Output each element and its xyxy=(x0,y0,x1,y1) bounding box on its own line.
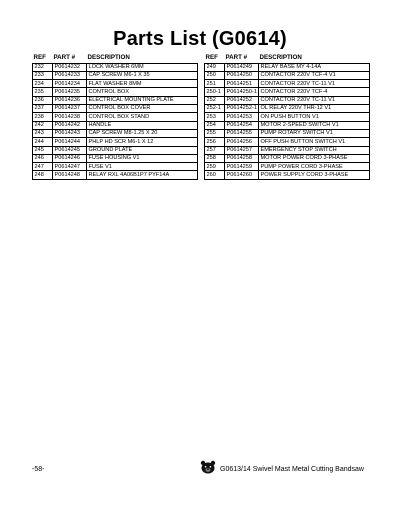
cell-part: P0614255 xyxy=(225,129,259,137)
cell-description: OFF PUSH BUTTON SWITCH V1 xyxy=(259,138,370,146)
cell-ref: 232 xyxy=(33,63,53,71)
cell-description: CAP SCREW M6-1 X 35 xyxy=(87,71,198,79)
table-row xyxy=(33,146,198,154)
cell-ref: 247 xyxy=(33,163,53,171)
cell-part: P0614247 xyxy=(53,163,87,171)
cell-part: P0614243 xyxy=(53,129,87,137)
table-row xyxy=(33,63,198,71)
table-row xyxy=(33,88,198,96)
table-row xyxy=(33,105,198,113)
cell-part: P0614249 xyxy=(225,63,259,71)
cell-ref: 249 xyxy=(205,63,225,71)
cell-part: P0614260 xyxy=(225,171,259,179)
cell-ref: 233 xyxy=(33,71,53,79)
table-row xyxy=(33,154,198,162)
table-row xyxy=(205,71,370,79)
parts-table-left xyxy=(32,55,198,180)
cell-description: CONTACTOR 220V TCF-4 xyxy=(259,88,370,96)
cell-part: P0614252 xyxy=(225,96,259,104)
header-description: DESCRIPTION xyxy=(259,54,302,61)
table-row xyxy=(33,80,198,88)
cell-description: CONTROL BOX xyxy=(87,88,198,96)
header-description: DESCRIPTION xyxy=(87,54,130,61)
cell-ref: 234 xyxy=(33,80,53,88)
header-part: PART # xyxy=(53,54,76,61)
table-row xyxy=(205,154,370,162)
table-row xyxy=(33,138,198,146)
cell-ref: 256 xyxy=(205,138,225,146)
cell-part: P0614252-1 xyxy=(226,105,257,112)
cell-description: PUMP ROTARY SWITCH V1 xyxy=(259,129,370,137)
cell-ref: 253 xyxy=(205,113,225,121)
cell-part: P0614235 xyxy=(53,88,87,96)
cell-part: P0614258 xyxy=(225,154,259,162)
cell-ref: 248 xyxy=(33,171,53,179)
cell-description: MOTOR 2-SPEED SWITCH V1 xyxy=(259,121,370,129)
cell-description: RELAY RXL 4A06B1P7 PYF14A xyxy=(87,171,198,179)
table-row xyxy=(205,63,370,71)
cell-ref: 250-1 xyxy=(205,88,225,96)
cell-ref: 258 xyxy=(205,154,225,162)
cell-ref: 246 xyxy=(33,154,53,162)
cell-ref: 251 xyxy=(205,80,225,88)
cell-part: P0614250 xyxy=(225,71,259,79)
grizzly-bear-logo-icon xyxy=(200,460,216,474)
cell-part: P0614244 xyxy=(53,138,87,146)
cell-part: P0614250-1 xyxy=(226,88,257,95)
header-ref: REF xyxy=(205,54,218,61)
table-row xyxy=(33,121,198,129)
cell-part: P0614245 xyxy=(53,146,87,154)
cell-ref: 236 xyxy=(33,96,53,104)
table-row xyxy=(205,129,370,137)
cell-ref: 254 xyxy=(205,121,225,129)
cell-ref: 243 xyxy=(33,129,53,137)
table-row xyxy=(205,88,370,96)
table-row xyxy=(33,163,198,171)
cell-ref: 245 xyxy=(33,146,53,154)
cell-description: OL RELAY 220V THR-12 V1 xyxy=(259,105,370,113)
document-title: G0613/14 Swivel Mast Metal Cutting Bandsaw xyxy=(220,466,364,473)
cell-ref: 238 xyxy=(33,113,53,121)
page-number: -58- xyxy=(32,466,45,473)
table-row xyxy=(205,96,370,104)
cell-description: RELAY BASE MY 4-14A xyxy=(259,63,370,71)
cell-part: P0614248 xyxy=(53,171,87,179)
cell-ref: 250 xyxy=(205,71,225,79)
cell-description: CONTACTOR 220V TCF-4 V1 xyxy=(259,71,370,79)
cell-description: ON PUSH BUTTON V1 xyxy=(259,113,370,121)
cell-ref: 237 xyxy=(33,105,53,113)
table-row xyxy=(205,163,370,171)
cell-description: CONTACTOR 220V TC-11 V1 xyxy=(259,80,370,88)
cell-description: FUSE V1 xyxy=(87,163,198,171)
cell-part: P0614242 xyxy=(53,121,87,129)
cell-ref: 260 xyxy=(205,171,225,179)
cell-ref: 235 xyxy=(33,88,53,96)
cell-description: CONTACTOR 220V TC-11 V1 xyxy=(259,96,370,104)
header-ref: REF xyxy=(33,54,46,61)
cell-description: FLAT WASHER 8MM xyxy=(87,80,198,88)
cell-part: P0614256 xyxy=(225,138,259,146)
cell-description: CONTROL BOX STAND xyxy=(87,113,198,121)
cell-description: MOTOR POWER CORD 3-PHASE xyxy=(259,154,370,162)
cell-description: CAP SCREW M8-1.25 X 20 xyxy=(87,129,198,137)
cell-description: PUMP POWER CORD 3-PHASE xyxy=(259,163,370,171)
cell-part: P0614232 xyxy=(53,63,87,71)
table-row xyxy=(33,129,198,137)
cell-part: P0614254 xyxy=(225,121,259,129)
table-row xyxy=(205,80,370,88)
cell-part: P0614251 xyxy=(225,80,259,88)
cell-ref: 257 xyxy=(205,146,225,154)
table-row xyxy=(33,71,198,79)
cell-part: P0614238 xyxy=(53,113,87,121)
cell-description: POWER SUPPLY CORD 3-PHASE xyxy=(259,171,370,179)
table-row xyxy=(33,171,198,179)
table-header-row xyxy=(33,55,198,63)
cell-part: P0614234 xyxy=(53,80,87,88)
header-part: PART # xyxy=(225,54,248,61)
cell-description: CONTROL BOX COVER xyxy=(87,105,198,113)
cell-description: GROUND PLATE xyxy=(87,146,198,154)
cell-ref: 252-1 xyxy=(205,105,225,113)
cell-description: LOCK WASHER 6MM xyxy=(87,63,198,71)
cell-part: P0614259 xyxy=(225,163,259,171)
table-row xyxy=(205,146,370,154)
page-title: Parts List (G0614) xyxy=(113,28,287,50)
cell-part: P0614246 xyxy=(53,154,87,162)
cell-description: HANDLE xyxy=(87,121,198,129)
cell-part: P0614257 xyxy=(225,146,259,154)
cell-part: P0614233 xyxy=(53,71,87,79)
cell-description: FUSE HOUSING V1 xyxy=(87,154,198,162)
parts-table-right xyxy=(204,55,370,180)
cell-description: ELECTRICAL MOUNTING PLATE xyxy=(87,96,198,104)
table-row xyxy=(205,113,370,121)
table-row xyxy=(205,171,370,179)
table-row xyxy=(205,121,370,129)
table-row xyxy=(33,113,198,121)
cell-ref: 252 xyxy=(205,96,225,104)
cell-part: P0614253 xyxy=(225,113,259,121)
cell-part: P0614236 xyxy=(53,96,87,104)
cell-part: P0614237 xyxy=(53,105,87,113)
cell-description: EMERGENCY STOP SWITCH xyxy=(259,146,370,154)
table-row xyxy=(205,105,370,113)
cell-ref: 244 xyxy=(33,138,53,146)
cell-ref: 255 xyxy=(205,129,225,137)
table-row xyxy=(33,96,198,104)
cell-ref: 259 xyxy=(205,163,225,171)
table-header-row xyxy=(205,55,370,63)
cell-ref: 242 xyxy=(33,121,53,129)
cell-description: PHLP HD SCR M6-1 X 12 xyxy=(87,138,198,146)
table-row xyxy=(205,138,370,146)
